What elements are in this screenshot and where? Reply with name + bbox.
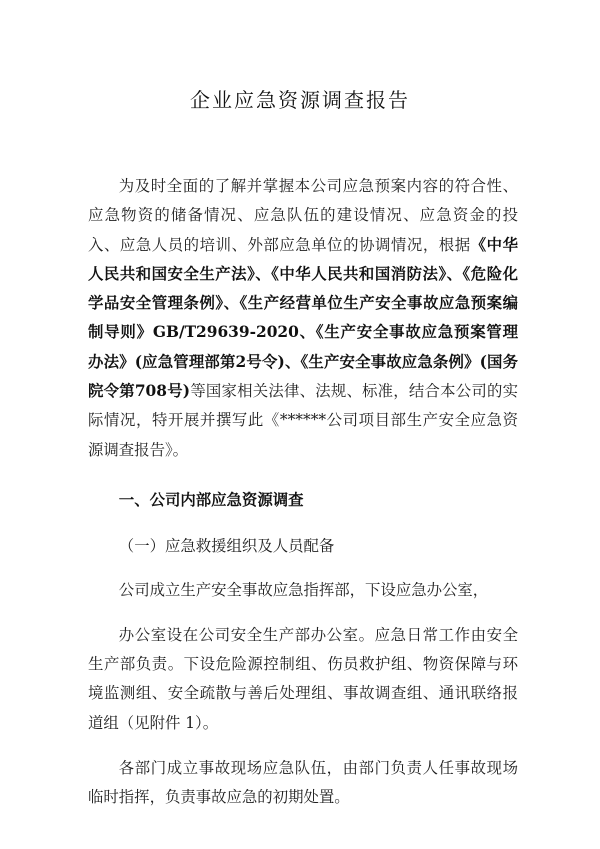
intro-text-part-1: 为及时全面的了解并掌握本公司应急预案内容的符合性、应急物资的储备情况、应急队伍的建设情况、应急资金的投入、应急人员的培训、外部应急单位的协调情况，根据 bbox=[88, 177, 518, 254]
intro-paragraph bbox=[88, 172, 518, 465]
intro-text-part-2: 等国家相关法律、法规、标准，结合本公司的实际情况，特开展并撰写此《******公司项目部生产安全应急资源调查报告》。 bbox=[88, 382, 518, 459]
intro-regulations-list: 《中华人民共和国安全生产法》、《中华人民共和国消防法》、《危险化学品安全管理条例》、《生产经营单位生产安全事故应急预案编制导则》GB/T29639-2020、《生产安全事故应急预案管理办法》(应急管理部第2号令)、《生产安全事故应急条例》(国务院令第708号) bbox=[88, 235, 518, 401]
paragraph-department-teams: 各部门成立事故现场应急队伍，由部门负责人任事故现场临时指挥，负责事故应急的初期处置。 bbox=[88, 759, 518, 807]
paragraph-command-center: 公司成立生产安全事故应急指挥部，下设应急办公室， bbox=[118, 580, 489, 599]
document-body bbox=[88, 172, 518, 813]
subsection-heading-organization: （一）应急救援组织及人员配备 bbox=[118, 537, 335, 556]
paragraph-office-setup: 办公室设在公司安全生产部办公室。应急日常工作由安全生产部负责。下设危险源控制组、伤员救护组、物资保障与环境监测组、安全疏散与善后处理组、事故调查组、通讯联络报道组（见附件 1）。 bbox=[88, 625, 518, 732]
document-title: 企业应急资源调查报告 bbox=[190, 88, 410, 112]
section-heading-internal-resources: 一、公司内部应急资源调查 bbox=[118, 490, 304, 509]
